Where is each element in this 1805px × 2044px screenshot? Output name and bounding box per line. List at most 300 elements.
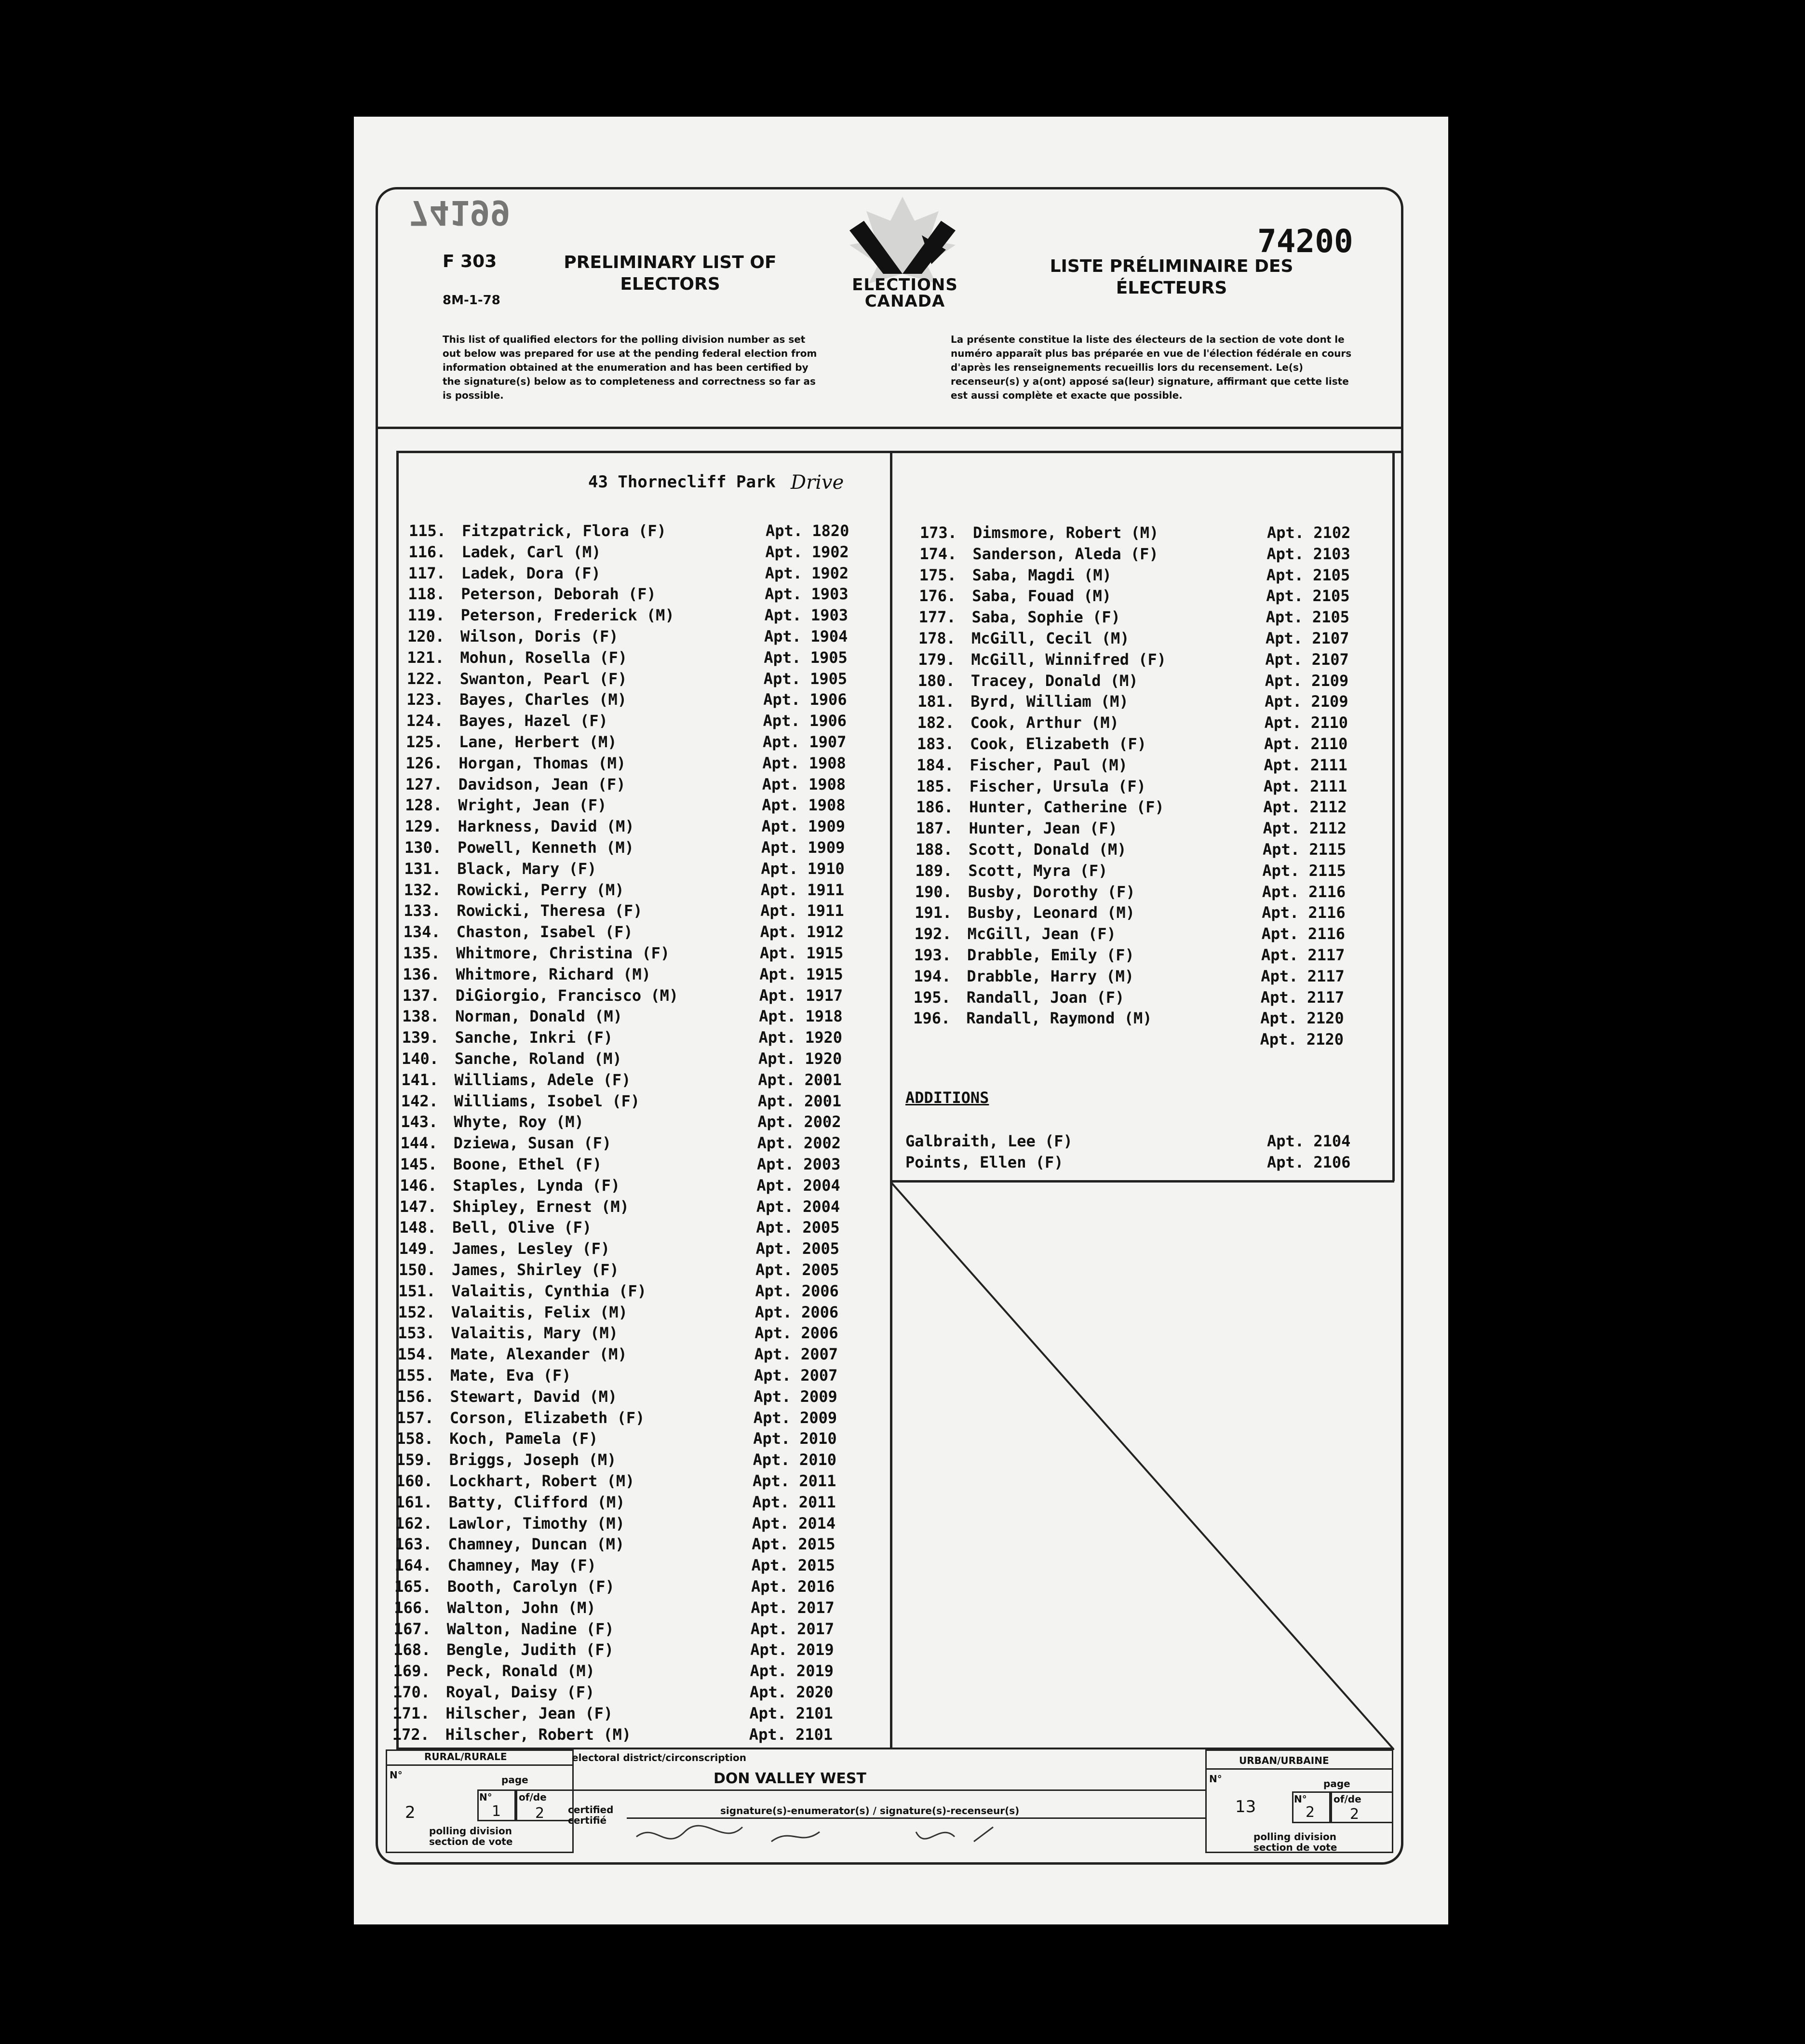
elector-apartment: Apt. 1907 — [763, 733, 847, 751]
form-number: F 303 — [443, 252, 497, 271]
description-english: This list of qualified electors for the polling division number as set out below was prepared for use at the pending federal election from information obtained at the enumeration and has been certified by the signature(s) below as to completeness and correctness so far as is possible. — [443, 334, 817, 401]
elector-number: 153. — [398, 1324, 435, 1343]
elector-name: Rowicki, Perry (M) — [457, 880, 624, 899]
elector-apartment: Apt. 2009 — [753, 1408, 837, 1427]
elector-row — [393, 1641, 876, 1662]
elector-name: Corson, Elizabeth (F) — [449, 1408, 645, 1427]
elector-row — [395, 1514, 877, 1535]
elector-name: Busby, Leonard (M) — [968, 903, 1135, 922]
elector-row — [408, 543, 890, 564]
elector-apartment: Apt. 1915 — [759, 965, 843, 983]
urban-page-number: 2 — [1306, 1804, 1315, 1821]
elector-row — [917, 735, 1389, 756]
elector-name: Lockhart, Robert (M) — [449, 1472, 635, 1490]
elector-name: Bengle, Judith (F) — [446, 1641, 614, 1659]
elector-name: Walton, John (M) — [447, 1598, 596, 1617]
elector-name: Bell, Olive (F) — [452, 1218, 592, 1237]
header-divider — [376, 427, 1403, 429]
elector-name: Briggs, Joseph (M) — [449, 1451, 617, 1469]
elector-name: Sanche, Inkri (F) — [455, 1028, 613, 1047]
elector-row — [393, 1683, 875, 1704]
elector-name: Peterson, Frederick (M) — [460, 606, 674, 625]
elector-number: 156. — [397, 1387, 434, 1406]
logo-line2: CANADA — [864, 292, 945, 311]
elector-apartment: Apt. 2115 — [1262, 861, 1346, 880]
urban-polling-division-label: polling division — [1253, 1831, 1336, 1842]
elector-name: Hunter, Jean (F) — [969, 819, 1118, 838]
rural-page-label: page — [501, 1774, 528, 1786]
elector-row — [915, 903, 1387, 925]
elector-name: Wright, Jean (F) — [458, 796, 607, 815]
elector-name: McGill, Winnifred (F) — [971, 650, 1166, 669]
elector-name: Byrd, William (M) — [970, 692, 1129, 711]
elector-name: Chaston, Isabel (F) — [456, 923, 633, 941]
elector-number: 120. — [407, 627, 445, 645]
elector-name: Peck, Ronald (M) — [446, 1662, 595, 1681]
elector-number: 150. — [399, 1261, 436, 1279]
elector-row — [914, 967, 1386, 988]
elector-name: Powell, Kenneth (M) — [458, 838, 634, 857]
title-french — [1022, 256, 1321, 299]
elector-name: DiGiorgio, Francisco (M) — [455, 986, 679, 1005]
elector-number: 115. — [409, 522, 446, 540]
elector-row — [397, 1387, 879, 1409]
street-address-handwritten: Drive — [791, 471, 844, 494]
elector-name: Hilscher, Robert (M) — [445, 1725, 632, 1744]
urban-no-label: N° — [1209, 1773, 1222, 1785]
elector-name: Whitmore, Richard (M) — [456, 965, 651, 983]
urban-page-no-label: N° — [1294, 1793, 1307, 1805]
urban-section-de-vote-label: section de vote — [1253, 1842, 1337, 1853]
elector-apartment: Apt. 1917 — [759, 986, 843, 1005]
elector-row — [394, 1599, 876, 1620]
elector-row — [919, 608, 1391, 629]
elector-number: 178. — [918, 629, 956, 647]
signature-label: signature(s)-enumerator(s) / signature(s)-recenseur(s) — [720, 1805, 1020, 1816]
elector-apartment: Apt. 2017 — [751, 1598, 835, 1617]
title-fr-line1: LISTE PRÉLIMINAIRE DES — [1050, 256, 1293, 276]
rural-of-number: 2 — [535, 1805, 545, 1822]
elector-name: Scott, Donald (M) — [969, 840, 1127, 859]
elector-row — [404, 838, 887, 860]
elector-number: 140. — [402, 1049, 439, 1068]
elector-number: 167. — [393, 1619, 431, 1638]
elector-number: 176. — [919, 587, 956, 605]
elector-number: 121. — [407, 648, 445, 667]
elector-number: 183. — [917, 735, 955, 753]
elector-name: Staples, Lynda (F) — [453, 1176, 620, 1195]
elector-name: Valaitis, Cynthia (F) — [451, 1281, 647, 1300]
elector-name: Tracey, Donald (M) — [970, 671, 1138, 690]
elector-apartment: Apt. 2107 — [1265, 650, 1349, 669]
elector-number: 132. — [404, 880, 441, 899]
elector-row — [916, 819, 1388, 840]
elector-name: Rowicki, Theresa (F) — [457, 901, 643, 920]
elector-name: Mohun, Rosella (F) — [460, 648, 628, 667]
elector-number: 128. — [405, 796, 443, 815]
elector-number: 116. — [408, 542, 446, 561]
elector-name: Royal, Daisy (F) — [446, 1683, 595, 1701]
elector-number: 158. — [396, 1429, 434, 1448]
elector-apartment: Apt. 2019 — [750, 1662, 834, 1681]
district-line — [574, 1789, 1205, 1791]
elector-number: 148. — [399, 1218, 437, 1237]
elector-row — [916, 840, 1388, 861]
elector-row — [392, 1704, 875, 1725]
elector-row — [407, 648, 889, 670]
elector-apartment: Apt. 1908 — [762, 796, 846, 815]
elector-number: 133. — [404, 901, 441, 920]
elector-apartment: Apt. 1903 — [765, 585, 849, 604]
elector-row — [395, 1493, 877, 1514]
elector-number: 118. — [408, 585, 445, 604]
certified-label: certified — [568, 1804, 614, 1815]
elector-apartment: Apt. 1910 — [761, 859, 845, 878]
elector-apartment: Apt. 2019 — [750, 1641, 834, 1659]
elector-number: 193. — [914, 946, 952, 964]
elector-row — [401, 1071, 883, 1092]
elector-apartment: Apt. 2005 — [756, 1218, 840, 1237]
enumerator-signature — [627, 1817, 1061, 1856]
elector-number: 123. — [406, 690, 444, 709]
elector-name: Randall, Raymond (M) — [966, 1009, 1152, 1028]
elector-row — [394, 1620, 876, 1641]
elector-row — [401, 1134, 883, 1155]
elector-apartment: Apt. 2006 — [755, 1281, 839, 1300]
elector-row — [398, 1303, 880, 1324]
elector-apartment: Apt. 2020 — [750, 1683, 834, 1701]
elector-name: Bayes, Hazel (F) — [459, 712, 608, 730]
elector-apartment: Apt. 1920 — [758, 1049, 842, 1068]
urban-of-label: of/de — [1334, 1793, 1361, 1805]
elector-row — [914, 988, 1386, 1009]
elector-apartment: Apt. 2112 — [1263, 819, 1347, 838]
elector-name: Drabble, Emily (F) — [967, 946, 1134, 964]
elector-row — [401, 1113, 883, 1134]
urban-of-number: 2 — [1350, 1806, 1360, 1823]
elector-number: 192. — [914, 925, 952, 943]
table-top-border — [396, 451, 1403, 453]
elector-number: 163. — [395, 1535, 432, 1554]
elector-row — [400, 1197, 882, 1219]
elector-apartment: Apt. 2112 — [1263, 798, 1347, 817]
elector-number: 129. — [404, 817, 442, 836]
elector-apartment: Apt. 1908 — [762, 775, 846, 793]
elector-apartment: Apt. 2010 — [753, 1451, 836, 1469]
elector-row — [917, 713, 1390, 735]
elector-apartment: Apt. 2117 — [1261, 967, 1345, 985]
elector-number: 168. — [393, 1641, 431, 1659]
elector-row — [914, 946, 1387, 967]
elector-number: 160. — [396, 1472, 433, 1490]
elector-apartment: Apt. 2103 — [1266, 544, 1350, 563]
elector-number: 177. — [918, 608, 956, 627]
elector-row — [398, 1345, 880, 1366]
elector-name: McGill, Jean (F) — [967, 925, 1116, 943]
elector-row — [405, 754, 888, 775]
elector-apartment: Apt. 2120 — [1260, 1030, 1344, 1049]
elector-apartment: Apt. 1902 — [765, 564, 849, 582]
elector-apartment: Apt. 2011 — [753, 1472, 836, 1490]
elector-row — [406, 733, 888, 754]
elector-row — [395, 1535, 877, 1556]
elector-apartment: Apt. 2016 — [751, 1577, 835, 1596]
elector-number: 187. — [916, 819, 953, 838]
elector-apartment: Apt. 2002 — [757, 1134, 841, 1153]
urban-page-label: page — [1323, 1778, 1350, 1789]
elector-row — [396, 1429, 878, 1451]
elector-name: Valaitis, Felix (M) — [451, 1303, 628, 1321]
elector-row — [404, 881, 886, 902]
elector-apartment: Apt. 1905 — [764, 648, 848, 667]
elector-name: Booth, Carolyn (F) — [447, 1577, 615, 1596]
elector-row — [404, 860, 886, 881]
elector-number: 175. — [919, 565, 956, 584]
elector-row — [916, 798, 1388, 819]
elector-number: 189. — [915, 861, 953, 880]
elector-row — [402, 1007, 884, 1028]
elector-number: 188. — [916, 840, 953, 859]
elector-apartment: Apt. 2115 — [1263, 840, 1347, 859]
elector-number: 185. — [916, 777, 954, 795]
elector-number: 157. — [396, 1408, 434, 1427]
additions-heading: ADDITIONS — [905, 1089, 989, 1107]
table-right-border — [1392, 451, 1395, 1181]
elector-apartment: Apt. 2117 — [1261, 946, 1345, 964]
elector-number: 135. — [403, 944, 441, 962]
elector-number: 170. — [393, 1683, 431, 1701]
elector-number: 182. — [917, 713, 955, 732]
serial-number: 74200 — [1257, 223, 1353, 260]
elector-apartment: Apt. 2006 — [754, 1324, 838, 1343]
elector-row — [917, 692, 1390, 713]
elector-row — [405, 817, 887, 838]
elector-apartment: Apt. 1906 — [763, 690, 847, 709]
elector-name: Peterson, Deborah (F) — [461, 585, 656, 604]
elector-name: Lawlor, Timothy (M) — [448, 1514, 625, 1533]
elector-number: 171. — [392, 1704, 430, 1722]
elector-number: 194. — [914, 967, 951, 985]
rural-no-label: N° — [390, 1769, 403, 1781]
elector-apartment: Apt. 2009 — [754, 1387, 837, 1406]
elector-row — [916, 777, 1389, 798]
elector-number: 162. — [395, 1514, 432, 1533]
elector-apartment: Apt. 2120 — [1260, 1009, 1344, 1028]
elector-apartment: Apt. 1908 — [762, 753, 846, 772]
elector-number: 159. — [396, 1451, 433, 1469]
rural-label: RURAL/RURALE — [424, 1751, 507, 1762]
elector-apartment: Apt. 2005 — [755, 1261, 839, 1279]
elector-number: 145. — [400, 1155, 438, 1173]
elector-name: Sanche, Roland (M) — [455, 1049, 622, 1068]
elector-apartment: Apt. 2003 — [757, 1155, 841, 1173]
urban-polling-division-number: 13 — [1235, 1797, 1256, 1816]
elector-row — [913, 1009, 1386, 1030]
elector-apartment: Apt. 2004 — [756, 1176, 840, 1195]
elector-number: 191. — [915, 903, 952, 922]
elector-row — [405, 796, 887, 817]
elector-apartment: Apt. 2010 — [753, 1429, 837, 1448]
elector-number: 142. — [401, 1091, 438, 1110]
rural-page-no-label: N° — [479, 1791, 492, 1803]
elector-apartment: Apt. 2017 — [750, 1619, 835, 1638]
elector-number: 174. — [919, 544, 957, 563]
elector-row — [394, 1577, 876, 1599]
elector-name: Williams, Isobel (F) — [454, 1091, 640, 1110]
electoral-district-label: electoral district/circonscription — [572, 1752, 746, 1763]
elector-name: Mate, Alexander (M) — [450, 1345, 627, 1364]
elector-name: McGill, Cecil (M) — [971, 629, 1130, 647]
elector-number: 172. — [392, 1725, 430, 1744]
elector-row — [913, 1030, 1386, 1051]
elector-number: 161. — [395, 1493, 433, 1511]
title-en-line1: PRELIMINARY LIST OF — [564, 253, 777, 272]
elector-number: 181. — [917, 692, 955, 711]
elector-name: Cook, Elizabeth (F) — [970, 735, 1147, 753]
electoral-district-name: DON VALLEY WEST — [714, 1770, 866, 1787]
elector-number: 143. — [401, 1113, 438, 1131]
elector-name: Williams, Adele (F) — [454, 1070, 631, 1089]
elector-number: 127. — [405, 775, 443, 793]
edition-code: 8M-1-78 — [443, 293, 500, 308]
elector-name: Norman, Donald (M) — [455, 1007, 622, 1026]
elector-row — [405, 775, 888, 796]
elector-number: 151. — [398, 1281, 436, 1300]
elector-name: Bayes, Charles (M) — [459, 690, 627, 709]
elector-apartment: Apt. 1820 — [766, 522, 849, 540]
elector-row — [408, 564, 890, 585]
elector-number: 147. — [399, 1197, 437, 1216]
elector-apartment: Apt. 2111 — [1264, 755, 1347, 774]
elector-name: Fischer, Ursula (F) — [969, 777, 1146, 795]
addition-row — [905, 1132, 1378, 1153]
elector-name: James, Shirley (F) — [452, 1261, 619, 1279]
elector-name: Sanderson, Aleda (F) — [972, 544, 1158, 563]
elector-number: 124. — [406, 712, 444, 730]
elector-number: 152. — [398, 1303, 435, 1321]
elector-number: 165. — [394, 1577, 432, 1596]
elector-apartment: Apt. 1912 — [760, 923, 844, 941]
elector-apartment: Apt. 2102 — [1267, 524, 1351, 542]
title-fr-line2: ÉLECTEURS — [1116, 278, 1227, 298]
elector-apartment: Apt. 1918 — [759, 1007, 843, 1026]
addition-apartment: Apt. 2106 — [1267, 1153, 1351, 1171]
elector-row — [395, 1556, 877, 1577]
elector-row — [915, 883, 1387, 904]
elector-row — [919, 587, 1391, 608]
elector-name: Whitmore, Christina (F) — [456, 944, 670, 962]
elector-name: Mate, Eva (F) — [450, 1366, 571, 1385]
elector-name: Lane, Herbert (M) — [459, 733, 617, 751]
elector-name: Hilscher, Jean (F) — [445, 1704, 613, 1722]
elector-apartment: Apt. 1911 — [760, 880, 845, 899]
elector-number: 137. — [402, 986, 440, 1005]
elector-name: James, Lesley (F) — [452, 1239, 610, 1258]
elector-name: Boone, Ethel (F) — [453, 1155, 602, 1173]
elector-apartment: Apt. 2011 — [752, 1493, 836, 1511]
elector-name: Whyte, Roy (M) — [454, 1113, 584, 1131]
elector-row — [406, 690, 889, 712]
elector-name: Walton, Nadine (F) — [446, 1619, 614, 1638]
elector-number: 139. — [402, 1028, 439, 1047]
description-french: La présente constitue la liste des électeurs de la section de vote dont le numéro apparaît plus bas préparée en vue de l'élection fédérale en cours d'après les renseignements recueillis lors du recensement. Le(s) recenseur(s) y a(ont) apposé sa(leur) signature, affirmant que cette liste est aussi complète et exacte que possible. — [951, 334, 1352, 401]
elector-apartment: Apt. 1911 — [760, 901, 844, 920]
elector-name: Hunter, Catherine (F) — [969, 798, 1164, 817]
elector-name: Dziewa, Susan (F) — [453, 1134, 612, 1153]
elector-apartment: Apt. 2001 — [757, 1091, 842, 1110]
elector-number: 155. — [397, 1366, 435, 1385]
elector-number: 130. — [404, 838, 442, 857]
elector-row — [408, 585, 890, 606]
elector-name: Fitzpatrick, Flora (F) — [462, 522, 666, 540]
elector-apartment: Apt. 2015 — [752, 1535, 835, 1554]
elector-apartment: Apt. 2116 — [1261, 925, 1345, 943]
elector-number: 126. — [405, 753, 443, 772]
elector-row — [409, 522, 891, 543]
elector-name: Ladek, Carl (M) — [461, 542, 601, 561]
elector-apartment: Apt. 2110 — [1264, 735, 1348, 753]
urban-label-underline — [1205, 1768, 1393, 1770]
elector-row — [916, 756, 1389, 777]
elector-name: Harkness, David (M) — [458, 817, 634, 836]
logo-wordmark — [840, 277, 970, 309]
elector-name: Busby, Dorothy (F) — [968, 882, 1135, 901]
elector-apartment: Apt. 1915 — [760, 944, 844, 962]
street-address: 43 Thornecliff Park — [588, 472, 776, 492]
elector-row — [403, 944, 885, 965]
elector-apartment: Apt. 1909 — [761, 838, 845, 857]
elector-name: Cook, Arthur (M) — [970, 713, 1119, 732]
elector-name: Chamney, May (F) — [447, 1556, 596, 1575]
elector-name: Horgan, Thomas (M) — [458, 753, 626, 772]
elector-apartment: Apt. 2111 — [1263, 777, 1347, 795]
elector-name: Davidson, Jean (F) — [458, 775, 626, 793]
elector-name: Randall, Joan (F) — [966, 988, 1125, 1007]
elector-apartment: Apt. 2105 — [1266, 587, 1350, 605]
elector-name: Ladek, Dora (F) — [461, 564, 601, 582]
rural-page-number: 1 — [492, 1803, 501, 1820]
void-diagonal-line — [890, 1181, 1394, 1750]
rural-section-de-vote-label: section de vote — [429, 1836, 513, 1847]
elector-number: 122. — [406, 669, 444, 688]
elector-row — [918, 629, 1391, 650]
rural-polling-division-number: 2 — [405, 1803, 416, 1822]
elector-number: 146. — [400, 1176, 437, 1195]
elector-row — [398, 1324, 880, 1345]
elector-apartment: Apt. 2007 — [754, 1366, 838, 1385]
elector-apartment: Apt. 2015 — [751, 1556, 835, 1575]
elector-number: 164. — [394, 1556, 432, 1575]
elector-row — [392, 1725, 875, 1747]
elector-number: 190. — [915, 882, 952, 901]
elector-apartment: Apt. 2116 — [1262, 903, 1346, 922]
elector-number: 180. — [917, 671, 955, 690]
elector-row — [397, 1409, 879, 1430]
elector-number: 141. — [401, 1070, 439, 1089]
addition-name: Points, Ellen (F) — [905, 1153, 1064, 1171]
urban-label: URBAN/URBAINE — [1239, 1755, 1329, 1766]
elector-apartment: Apt. 2002 — [757, 1113, 841, 1131]
elector-apartment: Apt. 2014 — [752, 1514, 836, 1533]
elector-name: Black, Mary (F) — [457, 859, 597, 878]
elector-name: Fischer, Paul (M) — [970, 755, 1128, 774]
elector-number: 125. — [406, 733, 444, 751]
elector-name: Batty, Clifford (M) — [448, 1493, 625, 1511]
rural-label-underline — [386, 1764, 574, 1766]
elector-row — [920, 524, 1392, 545]
elector-row — [400, 1155, 882, 1176]
elector-number: 134. — [403, 923, 441, 941]
